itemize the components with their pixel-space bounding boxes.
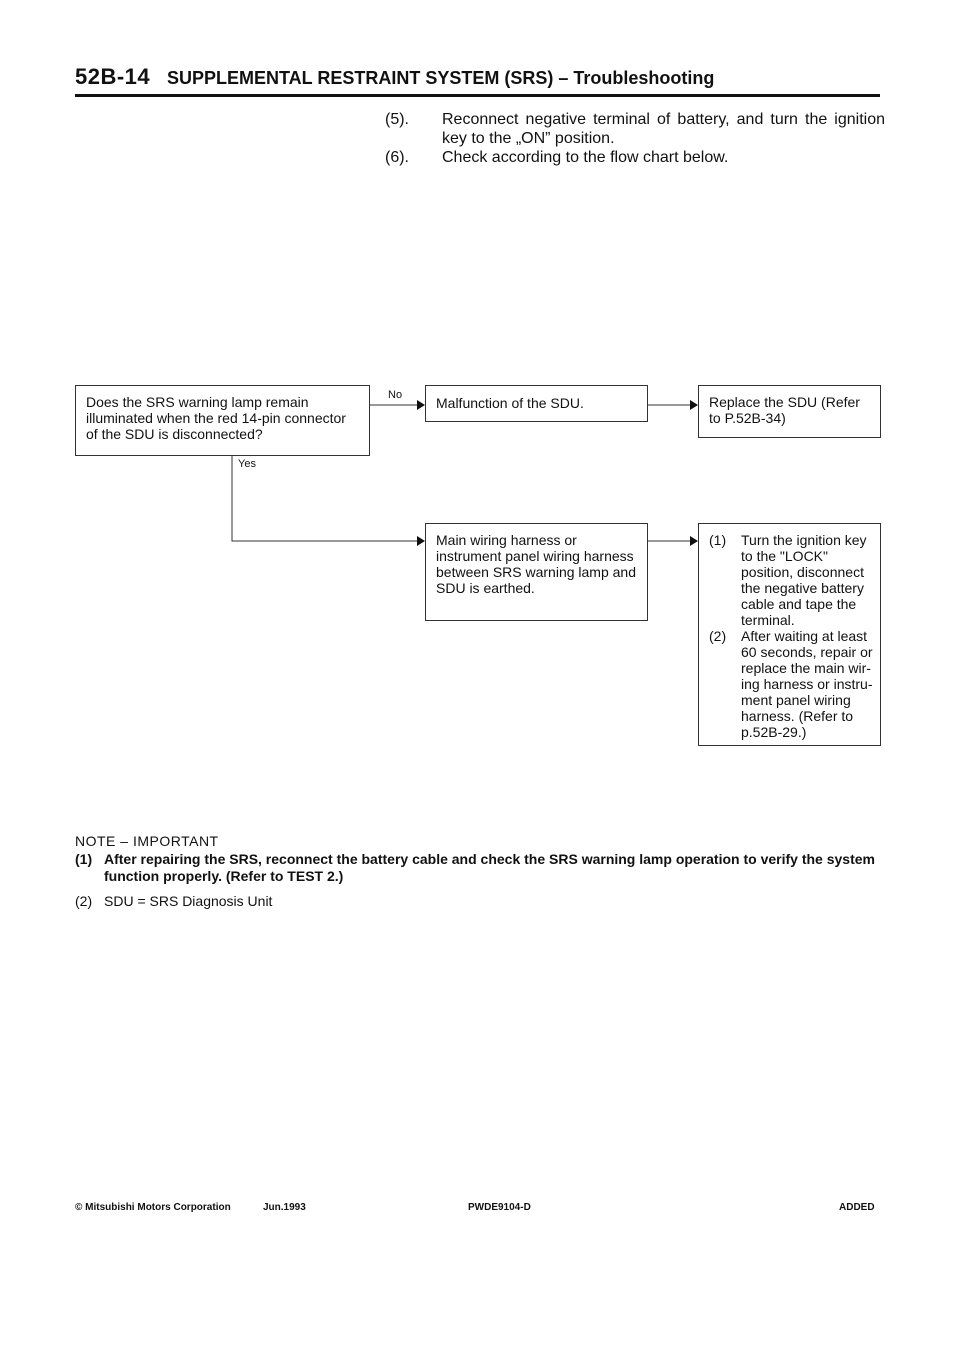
note-text: SDU = SRS Diagnosis Unit	[104, 893, 273, 909]
note-number: (2)	[75, 893, 93, 909]
step-text: Check according to the flow chart below.	[442, 149, 729, 166]
action-number: (1)	[709, 532, 727, 548]
action-item	[709, 532, 874, 628]
arrowhead	[417, 400, 425, 410]
note-number: (1)	[75, 851, 93, 867]
yes-connector	[232, 456, 418, 541]
footer-date: Jun.1993	[263, 1202, 306, 1213]
step-number: (5).	[385, 111, 409, 128]
action-text: After waiting at least 60 seconds, repair or replace the main wir- ing harness or instru- ment panel wiring harness. (Refer to p.52B-29.)	[741, 628, 873, 740]
action-number: (2)	[709, 628, 727, 644]
yes-action-box	[698, 523, 881, 746]
note-title: NOTE – IMPORTANT	[75, 833, 219, 849]
action-text: Turn the ignition key to the "LOCK" position, disconnect the negative battery cable and tape the terminal.	[741, 532, 867, 628]
step-text: Reconnect negative terminal of battery, and turn the ignition key to the „ON” position.	[442, 111, 885, 147]
decision-box: Does the SRS warning lamp remain illuminated when the red 14-pin connector of the SDU is disconnected?	[75, 385, 370, 456]
yes-label: Yes	[238, 458, 256, 470]
action-item	[709, 628, 874, 740]
arrowhead	[690, 536, 698, 546]
note-item	[75, 851, 885, 885]
note-item	[75, 893, 885, 910]
step-number: (6).	[385, 149, 409, 166]
footer-doc-id: PWDE9104-D	[468, 1202, 531, 1213]
arrowhead	[417, 536, 425, 546]
page-title: SUPPLEMENTAL RESTRAINT SYSTEM (SRS) – Troubleshooting	[167, 68, 715, 88]
arrowhead	[690, 400, 698, 410]
note-text: After repairing the SRS, reconnect the battery cable and check the SRS warning lamp operation to verify the system function properly. (Refer to TEST 2.)	[104, 851, 875, 884]
page-code: 52B-14	[75, 64, 151, 89]
yes-result-box: Main wiring harness or instrument panel wiring harness between SRS warning lamp and SDU is earthed.	[425, 523, 648, 621]
no-label: No	[388, 389, 403, 401]
no-action-box: Replace the SDU (Refer to P.52B-34)	[698, 385, 881, 438]
footer-status: ADDED	[839, 1202, 875, 1213]
no-result-box: Malfunction of the SDU.	[425, 385, 648, 422]
footer-copyright: © Mitsubishi Motors Corporation	[75, 1202, 231, 1213]
